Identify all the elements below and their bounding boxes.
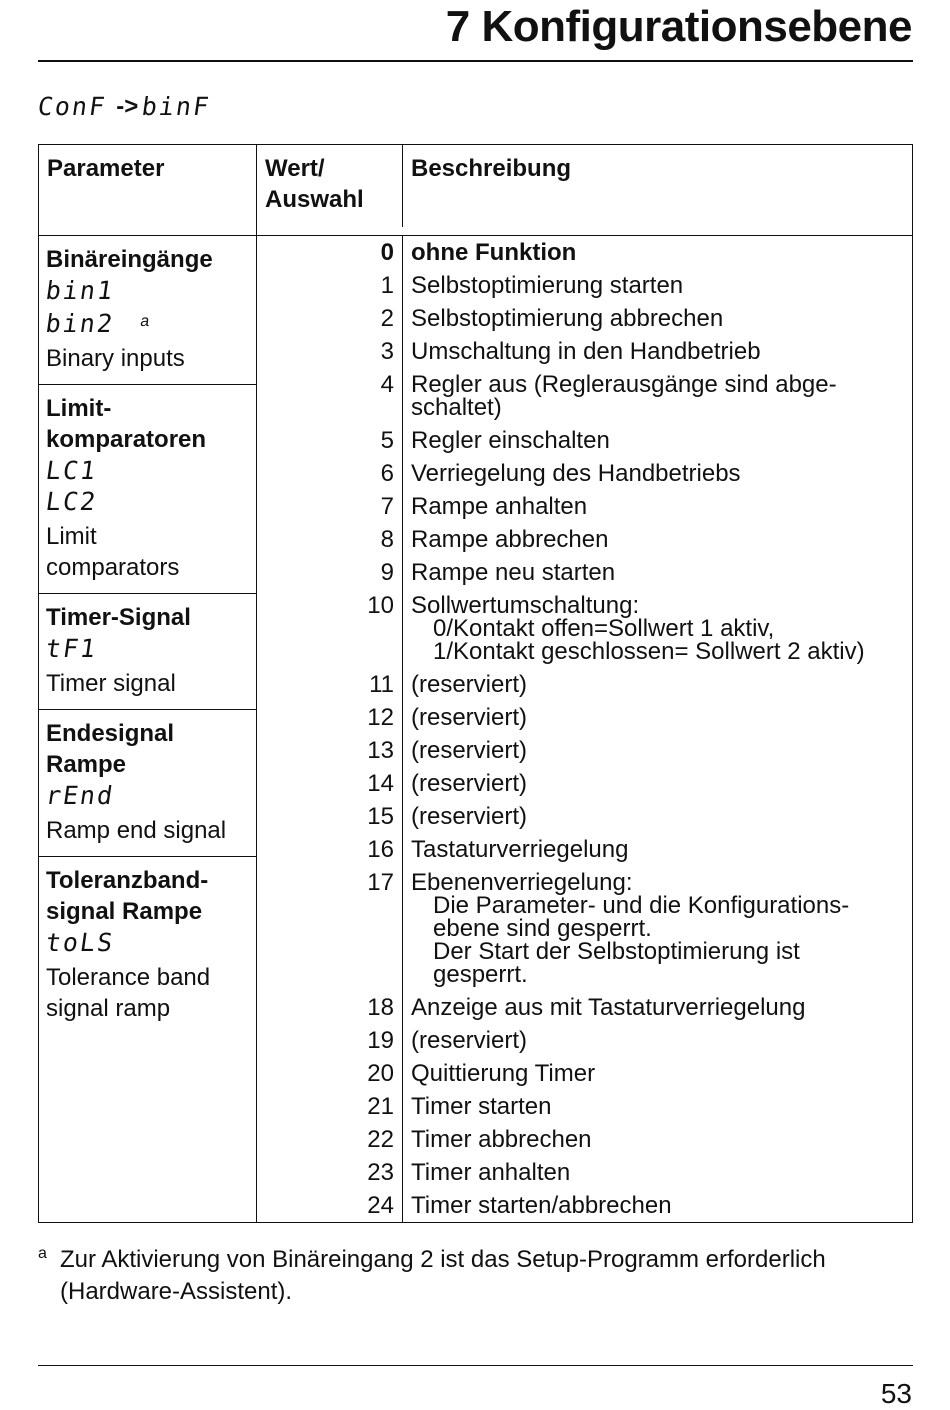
value-description [403, 368, 837, 424]
value-description [403, 556, 615, 589]
value-entry [257, 1156, 912, 1189]
value-description [403, 523, 608, 556]
value-description-subline: 1/Kontakt geschlossen= Sollwert 2 aktiv) [433, 638, 865, 665]
value-entry [257, 1123, 912, 1156]
value-description-text: Umschaltung in den Handbetrieb [411, 338, 761, 365]
group-codes [43, 927, 250, 958]
footer-rule [38, 1365, 913, 1366]
value-entry [257, 556, 912, 589]
header-parameter: Parameter [39, 145, 257, 236]
value-description-text: (reserviert) [411, 737, 528, 764]
group-codes [43, 275, 250, 339]
value-description [403, 1024, 527, 1057]
value-entry [257, 1057, 912, 1090]
value-description-text: (reserviert) [411, 704, 528, 731]
value-number: 17 [257, 866, 403, 991]
value-entry [257, 1024, 912, 1057]
value-description-text: (reserviert) [411, 803, 528, 830]
value-entry [257, 368, 912, 424]
value-description-text: ohne Funktion [411, 239, 577, 266]
value-entry [257, 1090, 912, 1123]
value-description-text: Timer anhalten [411, 1159, 571, 1186]
value-description-text: Timer starten [411, 1093, 552, 1120]
value-description [403, 800, 527, 833]
value-description [403, 302, 723, 335]
group-english-label: Tolerance band signal ramp [46, 964, 211, 1022]
footnote-mark: a [38, 1245, 47, 1262]
value-description [403, 767, 527, 800]
group-title: Binäreingänge [46, 246, 213, 273]
value-number: 22 [257, 1123, 403, 1156]
value-number: 4 [257, 368, 403, 424]
page-number: 53 [880, 1378, 912, 1409]
value-number: 8 [257, 523, 403, 556]
value-description [403, 866, 849, 991]
table-header-row [39, 145, 913, 236]
value-description [403, 1156, 570, 1189]
value-entry [257, 1189, 912, 1222]
value-description [403, 1123, 592, 1156]
group-english-label: Ramp end signal [46, 817, 227, 844]
value-description-text: Timer abbrechen [411, 1126, 592, 1153]
group-title: Toleranzband- signal Rampe [46, 867, 209, 925]
value-entry [257, 335, 912, 368]
value-description [403, 424, 610, 457]
value-entry [257, 668, 912, 701]
value-entry [257, 269, 912, 302]
value-entry [257, 490, 912, 523]
parameter-code: tF1 [43, 634, 100, 663]
value-number: 6 [257, 457, 403, 490]
value-entry [257, 767, 912, 800]
value-description [403, 668, 527, 701]
value-description-text: Regler aus (Reglerausgänge sind abge- schaltet) [411, 371, 837, 421]
value-entry [257, 833, 912, 866]
value-number: 11 [257, 668, 403, 701]
value-entry [257, 236, 912, 269]
value-description [403, 734, 527, 767]
value-description [403, 701, 527, 734]
value-description-subline: Die Parameter- und die Konfigurations- [433, 892, 850, 919]
value-number: 15 [257, 800, 403, 833]
parameter-group [39, 384, 256, 593]
value-number: 24 [257, 1189, 403, 1222]
value-entry [257, 424, 912, 457]
value-description [403, 1090, 551, 1123]
header-value: Wert/ Auswahl [257, 145, 403, 227]
value-number: 7 [257, 490, 403, 523]
value-entry [257, 589, 912, 668]
value-description [403, 490, 587, 523]
value-description-text: Sollwertumschaltung: [411, 592, 640, 619]
value-description-text: Selbstoptimierung abbrechen [411, 305, 724, 332]
group-codes [43, 780, 250, 811]
value-entry [257, 457, 912, 490]
chapter-title: 7 Konfigurationsebene [445, 2, 912, 51]
value-entry [257, 991, 912, 1024]
value-description-text: Verriegelung des Handbetriebs [411, 460, 741, 487]
parameter-code: bin2 $^a$ [43, 309, 153, 338]
value-description [403, 1189, 672, 1222]
value-description-subline: Der Start der Selbstoptimierung ist [433, 938, 800, 965]
menu-code-conf: ConF [35, 92, 109, 121]
value-number: 13 [257, 734, 403, 767]
group-codes [43, 455, 250, 517]
menu-path [35, 92, 213, 121]
value-number: 12 [257, 701, 403, 734]
parameter-code: toLS [43, 928, 117, 957]
value-number: 14 [257, 767, 403, 800]
footnote-ref: a [139, 313, 153, 330]
value-entry [257, 523, 912, 556]
parameter-code: rEnd [43, 781, 117, 810]
footnote-text: Zur Aktivierung von Binäreingang 2 ist das Setup-Programm erforderlich (Hardware-Assistent). [60, 1246, 826, 1305]
value-number: 18 [257, 991, 403, 1024]
parameter-code: LC2 [43, 487, 100, 516]
footnote [38, 1244, 908, 1308]
value-description-text: Timer starten/abbrechen [411, 1192, 672, 1219]
parameter-group [39, 236, 256, 384]
value-entry [257, 302, 912, 335]
group-title: Endesignal Rampe [46, 720, 175, 778]
value-entry [257, 866, 912, 991]
value-description [403, 991, 805, 1024]
value-description [403, 269, 683, 302]
group-english-label: Binary inputs [46, 345, 185, 372]
value-description [403, 833, 628, 866]
value-description-text: Rampe abbrechen [411, 526, 609, 553]
value-number: 1 [257, 269, 403, 302]
value-description [403, 1057, 595, 1090]
value-description-subline: ebene sind gesperrt. [433, 915, 652, 942]
parameter-code: LC1 [43, 456, 100, 485]
parameter-table [38, 144, 913, 1223]
menu-arrow: -> [116, 92, 139, 120]
value-description-text: Tastaturverriegelung [411, 836, 629, 863]
value-description [403, 236, 576, 269]
group-codes [43, 633, 250, 664]
value-entry [257, 734, 912, 767]
parameter-group [39, 593, 256, 709]
value-number: 20 [257, 1057, 403, 1090]
value-number: 2 [257, 302, 403, 335]
value-number: 3 [257, 335, 403, 368]
parameter-groups [39, 236, 257, 1223]
value-number: 21 [257, 1090, 403, 1123]
value-description [403, 589, 865, 668]
value-description-text: Rampe anhalten [411, 493, 588, 520]
parameter-group [39, 709, 256, 856]
table-body-row [39, 236, 913, 1223]
value-number: 23 [257, 1156, 403, 1189]
group-english-label: Limit comparators [46, 523, 180, 581]
group-title: Limit- komparatoren [46, 395, 207, 453]
value-entry [257, 800, 912, 833]
parameter-code: bin1 [43, 276, 117, 305]
value-description-text: Quittierung Timer [411, 1060, 596, 1087]
value-number: 19 [257, 1024, 403, 1057]
value-description-text: Selbstoptimierung starten [411, 272, 684, 299]
value-description-text: (reserviert) [411, 671, 528, 698]
value-entry [257, 701, 912, 734]
value-description-text: Anzeige aus mit Tastaturverriegelung [411, 994, 806, 1021]
value-description-text: Ebenenverriegelung: [411, 869, 633, 896]
value-list [257, 236, 913, 1223]
value-description-text: (reserviert) [411, 1027, 528, 1054]
value-number: 0 [257, 236, 403, 269]
value-description-subline: gesperrt. [433, 961, 528, 988]
menu-code-binf: binF [140, 92, 213, 121]
value-description-text: Regler einschalten [411, 427, 610, 454]
group-english-label: Timer signal [46, 670, 176, 697]
value-description-text: (reserviert) [411, 770, 528, 797]
value-description-text: Rampe neu starten [411, 559, 616, 586]
header-description: Beschreibung [411, 155, 572, 182]
value-description [403, 335, 761, 368]
value-number: 5 [257, 424, 403, 457]
value-description [403, 457, 741, 490]
value-number: 9 [257, 556, 403, 589]
value-number: 16 [257, 833, 403, 866]
group-title: Timer-Signal [46, 604, 191, 631]
value-number: 10 [257, 589, 403, 668]
header-rule [38, 60, 913, 62]
parameter-group [39, 856, 256, 1034]
value-description-subline: 0/Kontakt offen=Sollwert 1 aktiv, [433, 615, 775, 642]
